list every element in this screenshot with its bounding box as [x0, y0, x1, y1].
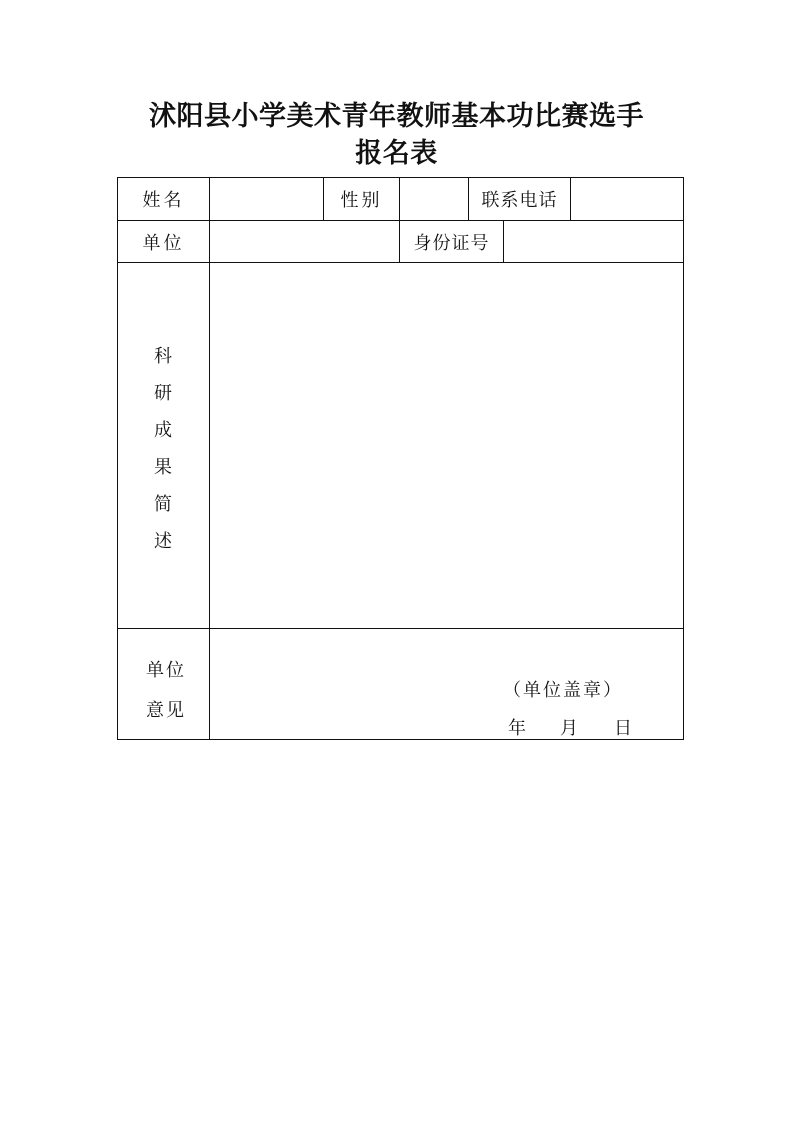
date-day: 日	[614, 718, 634, 739]
phone-label: 联系电话	[481, 190, 558, 211]
title-line-2: 报名表	[355, 138, 438, 169]
id-number-field[interactable]	[504, 221, 684, 262]
name-field[interactable]	[210, 178, 323, 220]
date-month: 月	[560, 718, 580, 739]
registration-form-table	[117, 177, 684, 740]
research-char-6: 述	[154, 531, 172, 552]
gender-label: 性别	[340, 190, 383, 211]
name-label: 姓名	[142, 190, 185, 211]
opinion-label-line-2: 意见	[146, 700, 186, 721]
research-char-3: 成	[154, 420, 172, 441]
research-char-5: 简	[154, 494, 172, 515]
date-year: 年	[508, 718, 528, 739]
opinion-label-line-1: 单位	[146, 660, 186, 681]
unit-label: 单位	[142, 232, 185, 254]
title-line-1: 沭阳县小学美术青年教师基本功比赛选手	[149, 101, 644, 132]
gender-field[interactable]	[400, 178, 468, 220]
research-summary-field[interactable]	[210, 263, 684, 628]
unit-field[interactable]	[210, 221, 399, 262]
research-char-1: 科	[154, 346, 172, 367]
research-summary-label	[118, 338, 208, 560]
unit-seal-text: （单位盖章）	[503, 680, 623, 701]
id-number-label: 身份证号	[413, 232, 490, 254]
research-char-2: 研	[154, 383, 172, 404]
phone-field[interactable]	[571, 178, 684, 220]
research-char-4: 果	[154, 457, 172, 478]
